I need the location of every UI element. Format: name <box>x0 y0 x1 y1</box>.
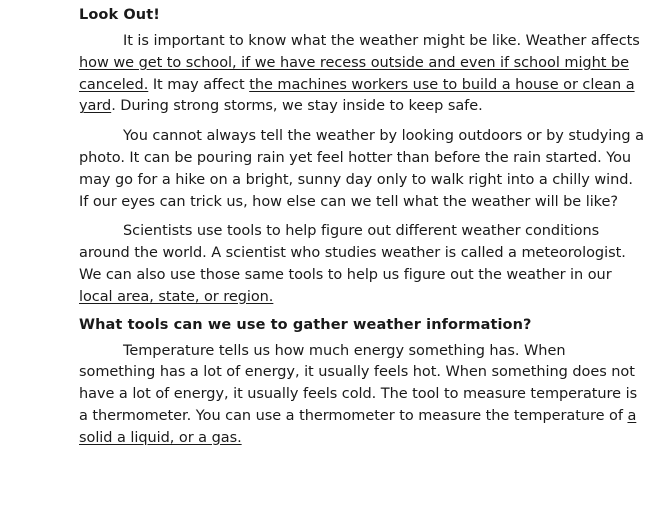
para3-text-1: Scientists use tools to help figure out different weather conditions around the world. A scientist who studies weather is called a meteorologist. We can also use those same tools to help us figure out the weather in our <box>79 223 626 283</box>
para1-underline-2: the machines workers use to build a house or clean a yard <box>79 76 635 115</box>
paragraph-weather-importance <box>79 31 645 118</box>
paragraph-scientists <box>79 221 645 308</box>
para1-text-1: It is important to know what the weather might be like. Weather affects <box>123 33 640 49</box>
para1-underline-1: how we get to school, if we have recess outside and even if school might be canceled. <box>79 54 629 93</box>
para3-underline-1: local area, state, or region. <box>79 288 274 305</box>
para4-text-1: Temperature tells us how much energy something has. When something has a lot of energy, it usually feels hot. When something does not have a lot of energy, it usually feels cold. The tool to measure temperature is a thermometer. You can use a thermometer to measure the temperature of <box>79 342 638 424</box>
paragraph-weather-tricks: You cannot always tell the weather by looking outdoors or by studying a photo. It can be pouring rain yet feel hotter than before the rain started. You may go for a hike on a bright, sunny day only to walk right into a chilly wind. If our eyes can trick us, how else can we tell what the weather will be like? <box>79 128 644 210</box>
section-heading-look-out: Look Out! <box>79 7 160 23</box>
document-page <box>79 4 645 450</box>
section-heading-weather-tools: What tools can we use to gather weather information? <box>79 316 532 333</box>
para1-text-2: It may affect <box>148 76 250 93</box>
paragraph-temperature <box>79 341 645 450</box>
para1-text-3: . During strong storms, we stay inside to keep safe. <box>111 98 483 115</box>
para4-underline-1: a solid a liquid, or a gas. <box>79 407 637 446</box>
